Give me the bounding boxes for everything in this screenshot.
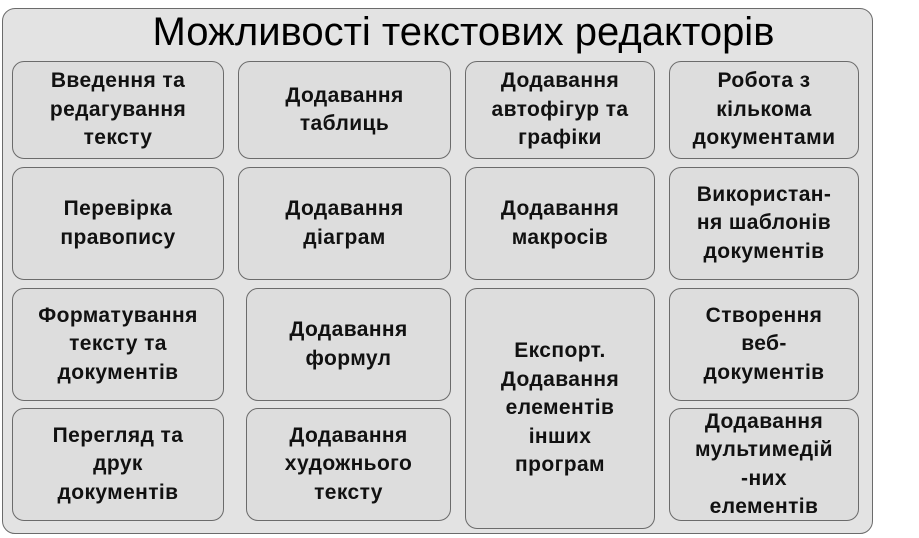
card-art-text-label: Додавання художнього тексту xyxy=(284,423,413,504)
card-multi-docs-label: Робота з кількома документами xyxy=(692,69,836,150)
card-formatting xyxy=(12,288,224,401)
card-autoshapes-label: Додавання автофігур та графіки xyxy=(491,69,629,150)
card-preview-print-label: Перегляд та друк документів xyxy=(52,423,184,504)
card-multimedia xyxy=(669,408,859,521)
card-diagrams-label: Додавання діаграм xyxy=(285,197,404,249)
card-macros-label: Додавання макросів xyxy=(500,197,620,249)
card-tables xyxy=(238,61,451,159)
card-templates-label: Використан- ня шаблонів документів xyxy=(696,182,832,263)
card-art-text xyxy=(246,408,451,521)
card-spellcheck xyxy=(12,167,224,280)
card-export-label: Експорт. Додавання елементів інших програм xyxy=(500,339,620,477)
card-formulas-label: Додавання формул xyxy=(289,318,408,370)
card-tables-label: Додавання таблиць xyxy=(285,83,404,135)
card-formatting-label: Форматування тексту та документів xyxy=(38,303,198,384)
card-multi-docs xyxy=(669,61,859,159)
card-preview-print xyxy=(12,408,224,521)
card-text-input-label: Введення та редагування тексту xyxy=(49,69,187,150)
card-export xyxy=(465,288,655,529)
card-text-input xyxy=(12,61,224,159)
card-diagrams xyxy=(238,167,451,280)
diagram-title: Можливості текстових редакторів xyxy=(152,10,775,54)
card-formulas xyxy=(246,288,451,401)
card-web-docs xyxy=(669,288,859,401)
card-web-docs-label: Створення веб- документів xyxy=(703,303,825,384)
card-multimedia-label: Додавання мультимедій -них елементів xyxy=(695,409,833,518)
card-autoshapes xyxy=(465,61,655,159)
card-templates xyxy=(669,167,859,280)
card-spellcheck-label: Перевірка правопису xyxy=(60,197,176,249)
card-macros xyxy=(465,167,655,280)
